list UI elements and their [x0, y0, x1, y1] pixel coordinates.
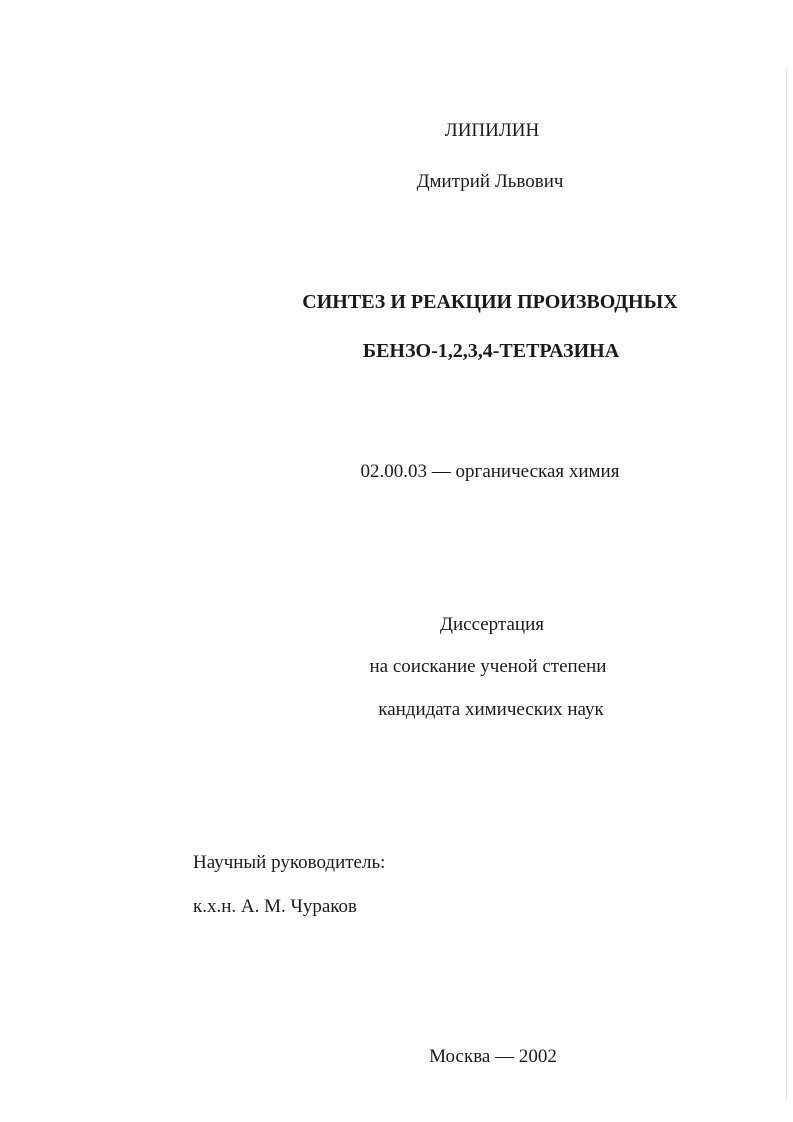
place-and-year: Москва — 2002 [429, 1046, 557, 1067]
specialty-code: 02.00.03 — органическая химия [360, 461, 620, 482]
author-given-names: Дмитрий Львович [416, 171, 564, 192]
scan-edge-line [786, 70, 787, 1100]
degree-name: кандидата химических наук [378, 699, 604, 720]
degree-type: Диссертация [440, 614, 544, 635]
title-line-1: СИНТЕЗ И РЕАКЦИИ ПРОИЗВОДНЫХ [302, 291, 678, 313]
title-line-2: БЕНЗО-1,2,3,4-ТЕТРАЗИНА [362, 340, 620, 362]
supervisor-label: Научный руководитель: [193, 852, 386, 873]
degree-purpose: на соискание ученой степени [369, 656, 607, 677]
supervisor-name: к.х.н. А. М. Чураков [193, 896, 358, 917]
author-surname: ЛИПИЛИН [444, 120, 540, 141]
